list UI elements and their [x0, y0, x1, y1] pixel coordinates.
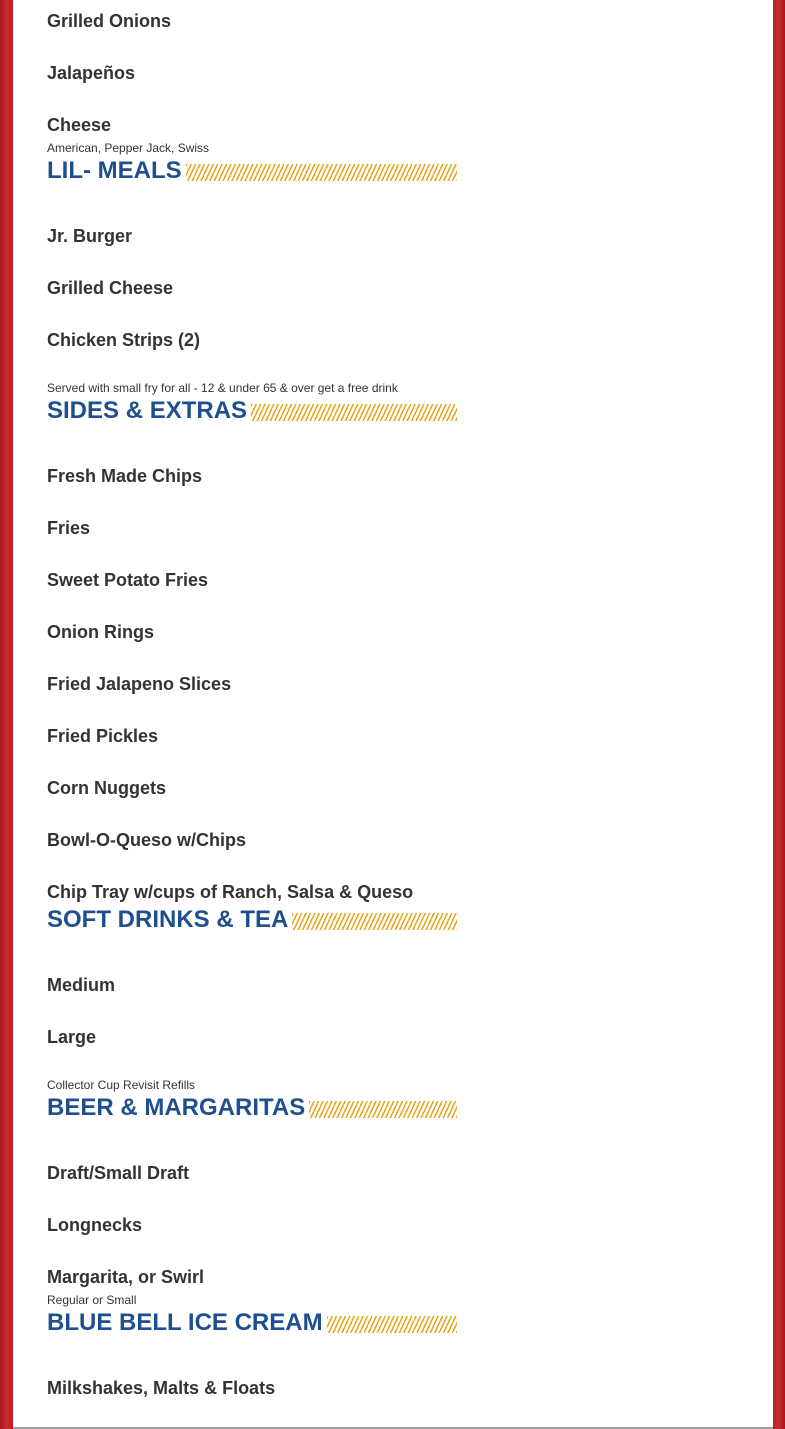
menu-item-fried-pickles: Fried Pickles [47, 726, 159, 746]
menu-item-cheese: Cheese [47, 115, 112, 135]
menu-item-onion-rings: Onion Rings [47, 622, 154, 642]
section-title: LIL- MEALS [47, 157, 182, 184]
menu-item-corn-nuggets: Corn Nuggets [47, 778, 166, 798]
menu-item-longnecks: Longnecks [47, 1215, 143, 1235]
stripe-divider [309, 1101, 457, 1118]
stripe-divider [251, 404, 457, 421]
margarita-note: Regular or Small [47, 1293, 137, 1307]
menu-item-bowl-o-queso: Bowl-O-Queso w/Chips [47, 830, 247, 850]
right-red-border [773, 0, 785, 1429]
section-title: SOFT DRINKS & TEA [47, 906, 289, 933]
menu-item-chicken-strips: Chicken Strips (2) [47, 330, 201, 350]
stripe-divider [327, 1316, 457, 1333]
menu-item-medium: Medium [47, 975, 116, 995]
section-header-lil-meals [47, 155, 457, 185]
menu-item-milkshakes: Milkshakes, Malts & Floats [47, 1378, 276, 1398]
drinks-note: Collector Cup Revisit Refills [47, 1078, 196, 1092]
menu-item-grilled-onions: Grilled Onions [47, 11, 172, 31]
section-title: BEER & MARGARITAS [47, 1094, 306, 1121]
stripe-divider [186, 164, 457, 181]
section-header-blue-bell-ice-cream [47, 1307, 457, 1337]
menu-item-margarita: Margarita, or Swirl [47, 1267, 205, 1287]
cheese-note: American, Pepper Jack, Swiss [47, 141, 210, 155]
menu-item-grilled-cheese: Grilled Cheese [47, 278, 174, 298]
menu-item-chip-tray: Chip Tray w/cups of Ranch, Salsa & Queso [47, 882, 414, 902]
section-title: SIDES & EXTRAS [47, 397, 248, 424]
stripe-divider [292, 913, 457, 930]
section-title: BLUE BELL ICE CREAM [47, 1309, 323, 1336]
section-header-beer-margaritas [47, 1092, 457, 1122]
section-header-sides-extras [47, 395, 457, 425]
menu-item-sweet-potato-fries: Sweet Potato Fries [47, 570, 209, 590]
section-header-soft-drinks-tea [47, 904, 457, 934]
menu-item-draft: Draft/Small Draft [47, 1163, 190, 1183]
menu-item-jr-burger: Jr. Burger [47, 226, 133, 246]
menu-item-fried-jalapeno-slices: Fried Jalapeno Slices [47, 674, 232, 694]
left-red-border [0, 0, 13, 1429]
menu-item-large: Large [47, 1027, 97, 1047]
lil-meals-note: Served with small fry for all - 12 & under 65 & over get a free drink [47, 381, 398, 395]
menu-panel [13, 0, 773, 1429]
menu-item-fries: Fries [47, 518, 91, 538]
menu-item-fresh-made-chips: Fresh Made Chips [47, 466, 203, 486]
menu-item-jalapenos: Jalapeños [47, 63, 136, 83]
